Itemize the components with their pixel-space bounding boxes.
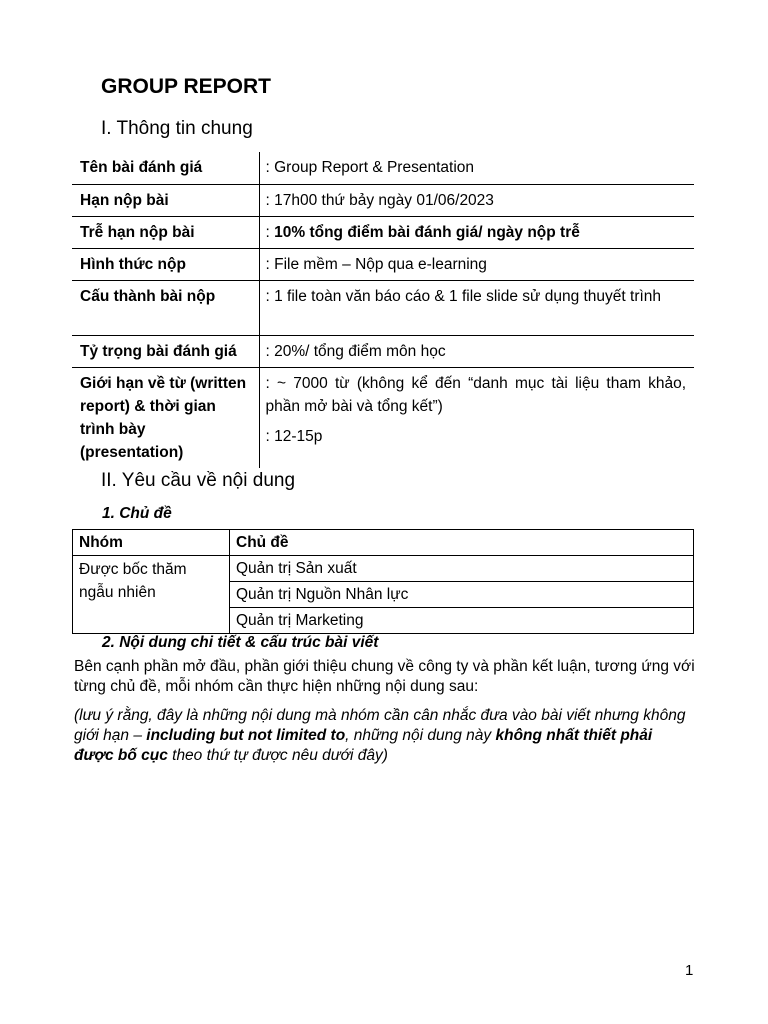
info-key: Hình thức nộp	[72, 248, 259, 280]
info-value-prefix: :	[265, 223, 275, 241]
note-text: theo thứ tự được nêu dưới đây)	[167, 747, 388, 764]
section-1-heading: I. Thông tin chung	[101, 118, 253, 139]
subsection-content-heading: 2. Nội dung chi tiết & cấu trúc bài viết	[102, 634, 379, 651]
info-row	[72, 367, 694, 468]
subsection-topic-heading: 1. Chủ đề	[102, 505, 172, 522]
info-row	[72, 335, 694, 367]
topic-cell: Quản trị Nguồn Nhân lực	[230, 582, 694, 608]
info-key: Tỷ trọng bài đánh giá	[72, 335, 259, 367]
info-value	[259, 216, 694, 248]
info-value: : 20%/ tổng điểm môn học	[259, 335, 694, 367]
info-key: Cấu thành bài nộp	[72, 280, 259, 335]
info-value: : File mềm – Nộp qua e-learning	[259, 248, 694, 280]
presentation-time-value: : 12-15p	[265, 427, 323, 445]
topic-cell: Quản trị Marketing	[230, 608, 694, 634]
info-value	[259, 367, 694, 468]
topic-header-row	[73, 530, 694, 556]
page-number: 1	[685, 962, 694, 979]
info-value: : Group Report & Presentation	[265, 159, 475, 176]
info-row	[72, 184, 694, 216]
note-text: , những nội dung này	[345, 727, 496, 744]
late-penalty-text: 10% tổng điểm bài đánh giá/ ngày nộp trễ	[274, 223, 580, 241]
column-header-group: Nhóm	[73, 530, 230, 556]
note-text: (lưu ý rằng, đây là những nội dung mà nhóm cần cân nhắc đưa vào bài viết nhưng không giới hạn –	[74, 707, 686, 744]
info-key: Trễ hạn nộp bài	[72, 216, 259, 248]
info-row	[72, 280, 694, 335]
word-limit-value: : ~ 7000 từ (không kể đến “danh mục tài liệu tham khảo, phần mở bài và tổng kết”)	[265, 374, 686, 415]
topic-table	[72, 529, 694, 634]
info-row	[72, 152, 694, 184]
note-emphasis: không nhất thiết phải được bố cục	[74, 727, 653, 764]
group-cell: Được bốc thăm ngẫu nhiên	[73, 556, 230, 634]
info-key: Giới hạn về từ (written report) & thời gian trình bày (presentation)	[72, 367, 259, 468]
info-key: Tên bài đánh giá	[72, 152, 259, 184]
table-row	[73, 556, 694, 582]
info-value: : 17h00 thứ bảy ngày 01/06/2023	[259, 184, 694, 216]
section-2-heading: II. Yêu cầu về nội dung	[101, 470, 296, 491]
info-value: : 1 file toàn văn báo cáo & 1 file slide sử dụng thuyết trình	[259, 280, 694, 335]
document-title: GROUP REPORT	[101, 75, 271, 98]
general-info-table	[72, 152, 694, 468]
info-row	[72, 248, 694, 280]
column-header-topic: Chủ đề	[230, 530, 694, 556]
note-paragraph	[74, 706, 696, 766]
topic-cell: Quản trị Sản xuất	[230, 556, 694, 582]
info-key: Hạn nộp bài	[72, 184, 259, 216]
note-emphasis: including but not limited to	[146, 727, 346, 744]
info-row	[72, 216, 694, 248]
intro-paragraph: Bên cạnh phần mở đầu, phần giới thiệu chung về công ty và phần kết luận, tương ứng với từng chủ đề, mỗi nhóm cần thực hiện những nội dung sau:	[74, 658, 695, 695]
